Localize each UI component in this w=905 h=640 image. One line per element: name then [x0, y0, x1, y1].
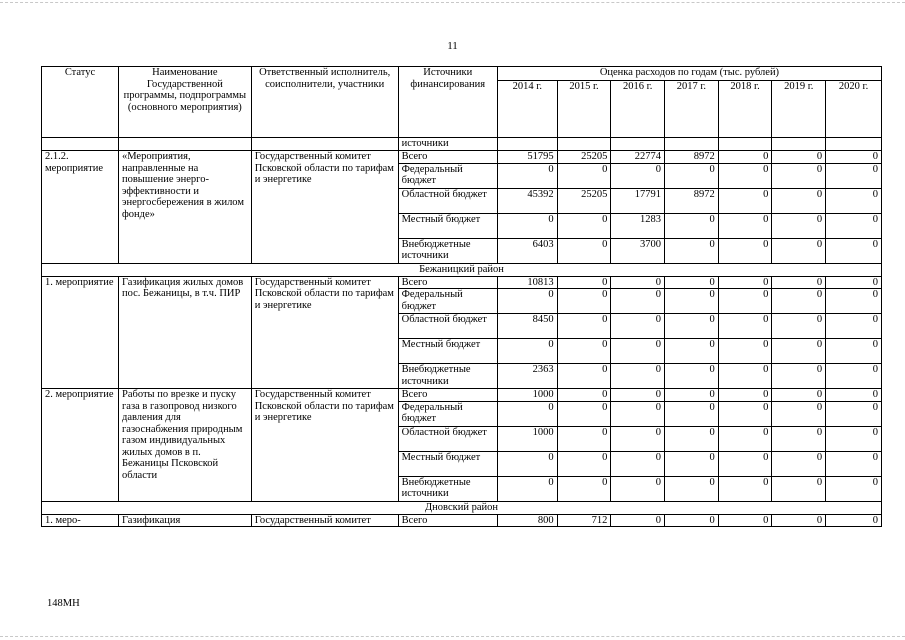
value-cell: 0: [665, 163, 719, 188]
table-row: [42, 514, 882, 527]
status-cell: 1. мероприятие: [42, 276, 119, 389]
header-year: 2016 г.: [611, 81, 665, 138]
value-cell: 0: [665, 401, 719, 426]
measure-name-cell: Газификация жилых домов пос. Бежаницы, в т.ч. ПИР: [118, 276, 251, 389]
value-cell: 0: [772, 426, 826, 451]
value-cell: 0: [611, 426, 665, 451]
value-cell: 0: [557, 401, 611, 426]
value-cell: 0: [611, 339, 665, 364]
status-cell: 2.1.2. мероприятие: [42, 151, 119, 264]
cont-status-cell: [42, 138, 119, 151]
value-cell: 0: [826, 213, 882, 238]
value-cell: 0: [497, 339, 557, 364]
value-cell: 0: [611, 364, 665, 389]
value-cell: 0: [665, 238, 719, 263]
source-cell: Всего: [398, 389, 497, 402]
header-year: 2017 г.: [665, 81, 719, 138]
source-cell: Федеральный бюджет: [398, 289, 497, 314]
district-header: Бежаницкий район: [42, 263, 882, 276]
value-cell: 0: [611, 289, 665, 314]
value-cell: 0: [772, 401, 826, 426]
value-cell: 0: [772, 514, 826, 527]
status-cell: 1. меро-: [42, 514, 119, 527]
source-cell: Областной бюджет: [398, 426, 497, 451]
value-cell: 0: [826, 514, 882, 527]
value-cell: 0: [718, 314, 772, 339]
table-row: [42, 276, 882, 289]
value-cell: 0: [772, 276, 826, 289]
value-cell: 0: [826, 401, 882, 426]
value-cell: 0: [772, 339, 826, 364]
value-cell: 0: [611, 514, 665, 527]
value-cell: 0: [718, 514, 772, 527]
value-cell: 0: [557, 339, 611, 364]
value-cell: 0: [826, 276, 882, 289]
value-cell: 0: [718, 476, 772, 501]
value-cell: 0: [826, 289, 882, 314]
source-cell: Областной бюджет: [398, 314, 497, 339]
cont-value-cell: [772, 138, 826, 151]
value-cell: 10813: [497, 276, 557, 289]
responsible-cell: Государственный комитет Псковской области по тарифам и энергетике: [251, 151, 398, 264]
value-cell: 0: [826, 188, 882, 213]
value-cell: 0: [497, 289, 557, 314]
source-cell: Всего: [398, 276, 497, 289]
value-cell: 0: [718, 238, 772, 263]
measure-name-cell: Работы по врезке и пуску газа в газопровод низкого давления для газоснабжения природным газом индивидуальных жилых домов в п. Бежаницы Псковской области: [118, 389, 251, 502]
cont-value-cell: [557, 138, 611, 151]
value-cell: 0: [772, 163, 826, 188]
source-cell: Местный бюджет: [398, 213, 497, 238]
value-cell: 0: [611, 276, 665, 289]
value-cell: 0: [826, 426, 882, 451]
measure-name-cell: Газификация: [118, 514, 251, 527]
value-cell: 0: [557, 163, 611, 188]
status-cell: 2. мероприятие: [42, 389, 119, 502]
value-cell: 45392: [497, 188, 557, 213]
value-cell: 22774: [611, 151, 665, 164]
source-cell: Областной бюджет: [398, 188, 497, 213]
source-cell: Федеральный бюджет: [398, 401, 497, 426]
value-cell: 0: [772, 476, 826, 501]
value-cell: 0: [826, 476, 882, 501]
continuation-source: источники: [398, 138, 497, 151]
responsible-cell: Государственный комитет Псковской области по тарифам и энергетике: [251, 276, 398, 389]
value-cell: 17791: [611, 188, 665, 213]
value-cell: 0: [772, 389, 826, 402]
value-cell: 0: [718, 213, 772, 238]
header-year: 2020 г.: [826, 81, 882, 138]
value-cell: 0: [718, 289, 772, 314]
value-cell: 0: [611, 401, 665, 426]
cont-value-cell: [718, 138, 772, 151]
value-cell: 0: [557, 238, 611, 263]
value-cell: 0: [826, 151, 882, 164]
value-cell: 712: [557, 514, 611, 527]
measure-name-cell: «Мероприятия, направленные на повышение энерго-эффективности и энергосбережения в жилом фонде»: [118, 151, 251, 264]
page-number: 11: [447, 40, 458, 52]
value-cell: 0: [718, 276, 772, 289]
cont-value-cell: [826, 138, 882, 151]
header-year: 2015 г.: [557, 81, 611, 138]
source-cell: Внебюджетные источники: [398, 238, 497, 263]
value-cell: 0: [665, 476, 719, 501]
value-cell: 0: [665, 289, 719, 314]
value-cell: 2363: [497, 364, 557, 389]
value-cell: 0: [497, 476, 557, 501]
value-cell: 0: [611, 163, 665, 188]
value-cell: 25205: [557, 151, 611, 164]
value-cell: 0: [557, 364, 611, 389]
value-cell: 8450: [497, 314, 557, 339]
header-name: Наименование Государственной программы, подпрограммы (основного мероприятия): [118, 67, 251, 138]
responsible-cell: Государственный комитет: [251, 514, 398, 527]
value-cell: 6403: [497, 238, 557, 263]
value-cell: 0: [772, 451, 826, 476]
value-cell: 0: [557, 314, 611, 339]
value-cell: 51795: [497, 151, 557, 164]
value-cell: 0: [497, 163, 557, 188]
value-cell: 0: [826, 389, 882, 402]
cont-name-cell: [118, 138, 251, 151]
value-cell: 0: [665, 213, 719, 238]
value-cell: 0: [611, 389, 665, 402]
value-cell: 0: [665, 514, 719, 527]
cont-value-cell: [611, 138, 665, 151]
value-cell: 0: [557, 426, 611, 451]
value-cell: 0: [718, 426, 772, 451]
source-cell: Местный бюджет: [398, 339, 497, 364]
value-cell: 0: [557, 389, 611, 402]
value-cell: 0: [557, 289, 611, 314]
source-cell: Всего: [398, 514, 497, 527]
value-cell: 0: [665, 339, 719, 364]
scan-edge-bottom: [0, 636, 905, 638]
value-cell: 0: [826, 163, 882, 188]
table-row: [42, 389, 882, 402]
value-cell: 0: [718, 188, 772, 213]
header-year: 2019 г.: [772, 81, 826, 138]
value-cell: 0: [826, 451, 882, 476]
value-cell: 0: [665, 426, 719, 451]
document-code: 148МН: [47, 598, 80, 609]
value-cell: 0: [826, 238, 882, 263]
scan-edge-top: [0, 2, 905, 4]
value-cell: 0: [772, 213, 826, 238]
value-cell: 0: [497, 401, 557, 426]
value-cell: 0: [611, 476, 665, 501]
value-cell: 8972: [665, 151, 719, 164]
cont-responsible-cell: [251, 138, 398, 151]
value-cell: 0: [826, 339, 882, 364]
value-cell: 0: [557, 276, 611, 289]
value-cell: 0: [497, 213, 557, 238]
value-cell: 0: [718, 401, 772, 426]
cont-value-cell: [497, 138, 557, 151]
value-cell: 0: [557, 451, 611, 476]
source-cell: Федеральный бюджет: [398, 163, 497, 188]
value-cell: 0: [611, 314, 665, 339]
value-cell: 0: [665, 276, 719, 289]
value-cell: 0: [718, 364, 772, 389]
value-cell: 1000: [497, 389, 557, 402]
source-cell: Местный бюджет: [398, 451, 497, 476]
value-cell: 1000: [497, 426, 557, 451]
expense-table: [41, 66, 882, 527]
value-cell: 0: [772, 238, 826, 263]
value-cell: 0: [557, 213, 611, 238]
value-cell: 0: [718, 389, 772, 402]
responsible-cell: Государственный комитет Псковской области по тарифам и энергетике: [251, 389, 398, 502]
value-cell: 0: [718, 163, 772, 188]
value-cell: 3700: [611, 238, 665, 263]
header-year: 2018 г.: [718, 81, 772, 138]
value-cell: 0: [772, 289, 826, 314]
header-status: Статус: [42, 67, 119, 138]
district-header: Дновский район: [42, 501, 882, 514]
header-sources: Источники финансирования: [398, 67, 497, 138]
value-cell: 0: [665, 364, 719, 389]
source-cell: Внебюджетные источники: [398, 476, 497, 501]
value-cell: 0: [665, 389, 719, 402]
value-cell: 0: [665, 314, 719, 339]
source-cell: Внебюджетные источники: [398, 364, 497, 389]
table-row: [42, 151, 882, 164]
value-cell: 0: [497, 451, 557, 476]
value-cell: 1283: [611, 213, 665, 238]
value-cell: 0: [718, 451, 772, 476]
cont-value-cell: [665, 138, 719, 151]
value-cell: 0: [718, 151, 772, 164]
value-cell: 0: [772, 151, 826, 164]
value-cell: 0: [772, 188, 826, 213]
header-year: 2014 г.: [497, 81, 557, 138]
value-cell: 800: [497, 514, 557, 527]
value-cell: 0: [826, 314, 882, 339]
value-cell: 0: [826, 364, 882, 389]
value-cell: 8972: [665, 188, 719, 213]
value-cell: 0: [557, 476, 611, 501]
value-cell: 0: [718, 339, 772, 364]
source-cell: Всего: [398, 151, 497, 164]
value-cell: 0: [611, 451, 665, 476]
value-cell: 0: [772, 364, 826, 389]
header-responsible: Ответственный исполнитель, соисполнители, участники: [251, 67, 398, 138]
value-cell: 0: [665, 451, 719, 476]
value-cell: 0: [772, 314, 826, 339]
value-cell: 25205: [557, 188, 611, 213]
header-estimate: Оценка расходов по годам (тыс. рублей): [497, 67, 881, 81]
